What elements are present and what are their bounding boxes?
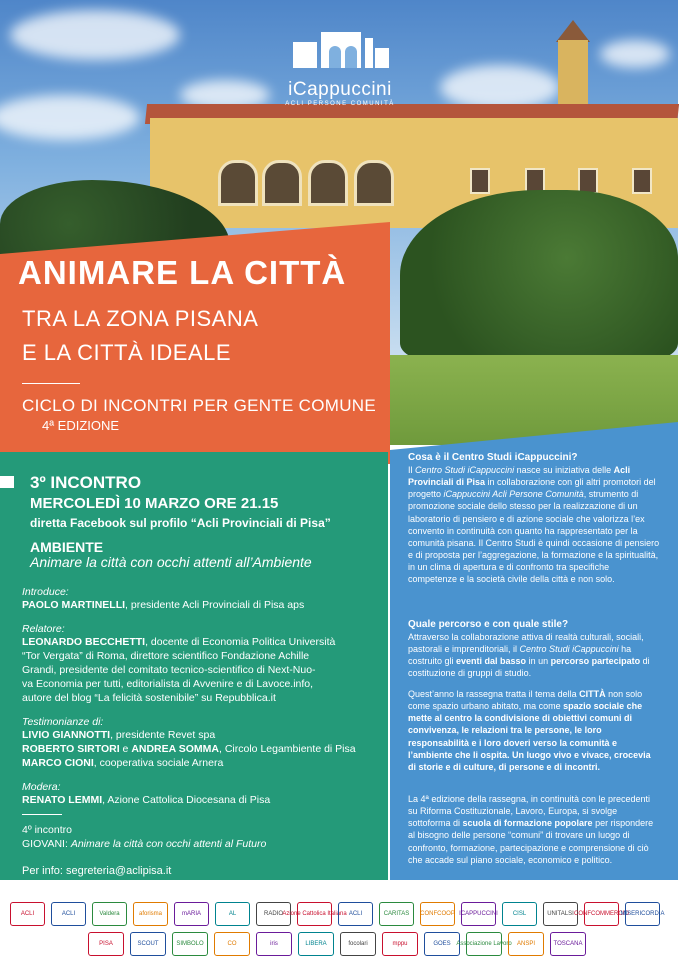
- testimony-name: ANDREA SOMMA: [131, 743, 220, 755]
- convent-icon: [285, 28, 395, 72]
- speaker-role-line: “Tor Vergata” di Roma, direttore scientifico Fondazione Achille: [22, 650, 310, 662]
- text: La 4ª edizione della rassegna, in continuità con le precedenti su Riforma Costituzionale, Lavoro, Europa, si svolge sottoforma di: [408, 794, 650, 829]
- title-line-3: E LA CITTÀ IDEALE: [22, 340, 232, 365]
- cycle-subtitle: CICLO DI INCONTRI PER GENTE COMUNE: [22, 396, 377, 415]
- testimony-line: [22, 757, 223, 771]
- text: Attraverso la collaborazione attiva di realtà culturali, sociali, pastorali e imprenditoriali, il: [408, 632, 644, 655]
- conjunction: e: [119, 743, 132, 755]
- paragraph-1: [408, 464, 660, 585]
- sponsor-logo: LIBERA: [298, 932, 334, 956]
- text-bold: spazio sociale che mette al centro la condivisione di obiettivi comuni di convivenza, le relazioni tra le persone, le loro responsabilità e i loro doveri verso la comunità e l’ambiente che li ospita. Un luogo vivo e vivace, crocevia di storie e di culture, di persone e di incontri.: [408, 701, 651, 772]
- trees: [400, 190, 678, 360]
- sponsor-logo: TOSCANA: [550, 932, 586, 956]
- intro-role: , presidente Acli Provinciali di Pisa aps: [125, 599, 305, 611]
- bell-tower-roof: [556, 20, 590, 42]
- sponsor-logo: ACLI: [338, 902, 373, 926]
- sponsor-logo: CONFCOMMERCIO: [584, 902, 619, 926]
- testimony-role: , Circolo Legambiente di Pisa: [219, 743, 356, 755]
- logo-subtitle: ACLI PERSONE COMUNITÀ: [285, 101, 395, 107]
- text: in collaborazione con gli altri promotori del progetto: [408, 477, 656, 500]
- testimony-label: Testimonianze di:: [22, 716, 104, 728]
- text: Il: [408, 465, 416, 475]
- moderator-line: [22, 794, 270, 808]
- sponsor-logo: CO: [214, 932, 250, 956]
- text: , strumento di promozione sociale dello stesso per la realizzazione di un laboratorio di pensiero e di azione sociale che valorizza l’ex convento in continuità con quanto ha rappresentato per la comunità pisana. Il Centro Studi è quindi occasione di pensiero e di proposta per l’aggregazione, la formazione e la spiritualità, in un clima di apertura e di confronto tra specifiche competenze e la società civile della città e non solo.: [408, 489, 660, 585]
- icappuccini-logo: [275, 28, 405, 107]
- next-meeting-prefix: GIOVANI:: [22, 838, 71, 850]
- testimony-role: , cooperativa sociale Arnera: [93, 757, 224, 769]
- event-date: MERCOLEDÌ 10 MARZO ORE 21.15: [30, 495, 279, 512]
- testimony-name: MARCO CIONI: [22, 757, 94, 769]
- sponsor-logo: RADIO: [256, 902, 291, 926]
- divider: [22, 814, 62, 815]
- text-italic: Centro Studi iCappuccini: [519, 644, 619, 655]
- moderator-role: , Azione Cattolica Diocesana di Pisa: [102, 794, 271, 806]
- sponsor-logo: ANSPI: [508, 932, 544, 956]
- sponsor-logo: PISA: [88, 932, 124, 956]
- meeting-number: 3º INCONTRO: [30, 473, 142, 492]
- facebook-live-link[interactable]: diretta Facebook sul profilo “Acli Provinciali di Pisa”: [30, 516, 331, 530]
- intro-line: [22, 599, 304, 613]
- testimony-line: [22, 743, 356, 757]
- title-line-1: ANIMARE LA CITTÀ: [18, 254, 347, 291]
- sponsor-logo: ACLI: [51, 902, 86, 926]
- speaker-line: [22, 636, 335, 650]
- text: di costituzione di gruppi di studio.: [408, 656, 650, 679]
- text: ha costruito gli: [408, 644, 632, 667]
- sponsor-logo: CONFCOOP: [420, 902, 455, 926]
- speaker-role-line: Grandi, presidente del comitato tecnico-scientifico di Next-Nuo-: [22, 664, 316, 676]
- bullet-marker: [0, 476, 14, 488]
- contact-email[interactable]: Per info: segreteria@aclipisa.it: [22, 865, 172, 877]
- speaker-role-line: va Economia per tutti, editorialista di Avvenire e di Lavoce.info,: [22, 678, 314, 690]
- speaker-name: LEONARDO BECCHETTI: [22, 636, 146, 648]
- cloud: [600, 40, 670, 68]
- paragraph-4: [408, 793, 660, 866]
- intro-label: Introduce:: [22, 586, 69, 598]
- next-meeting-title: Animare la città con occhi attenti al Futuro: [70, 838, 267, 850]
- logo-name: iCappuccini: [288, 79, 392, 100]
- text: Quest’anno la rassegna tratta il tema della: [408, 689, 580, 699]
- sponsor-logo: Associazione Lavoro: [466, 932, 502, 956]
- arch-window: [218, 160, 258, 206]
- text-bold: Acli Provinciali di Pisa: [408, 465, 631, 488]
- sponsor-logo: ACLI: [10, 902, 45, 926]
- sponsor-logo: iris: [256, 932, 292, 956]
- moderator-name: RENATO LEMMI: [22, 794, 103, 806]
- text: in un: [526, 656, 551, 667]
- sponsor-logos: [0, 880, 678, 960]
- moderator-label: Modera:: [22, 781, 61, 793]
- sponsor-logo: UNITALSI: [543, 902, 578, 926]
- text: non solo come spazio urbano abitato, ma come: [408, 689, 643, 712]
- arch-window: [308, 160, 348, 206]
- sponsor-logo: Azione Cattolica Italiana: [297, 902, 332, 926]
- divider: [22, 383, 80, 384]
- cloud: [10, 10, 180, 60]
- sponsor-logo: GOES: [424, 932, 460, 956]
- text-bold: eventi dal basso: [456, 656, 527, 667]
- sponsor-logo: aforisma: [133, 902, 168, 926]
- sponsor-logo: mARIA: [174, 902, 209, 926]
- sponsor-logo: MISERICORDIA: [625, 902, 660, 926]
- paragraph-3: [408, 688, 660, 773]
- sponsor-logo: SIMBOLO: [172, 932, 208, 956]
- arch-window: [262, 160, 302, 206]
- intro-name: PAOLO MARTINELLI: [22, 599, 126, 611]
- sponsor-logo: ICAPPUCCINI: [461, 902, 496, 926]
- testimony-role: , presidente Revet spa: [110, 729, 216, 741]
- event-theme-subtitle: Animare la città con occhi attenti all’Ambiente: [30, 554, 312, 570]
- edition-label: 4ª EDIZIONE: [42, 418, 120, 433]
- window: [470, 168, 490, 194]
- sponsor-logo: focolari: [340, 932, 376, 956]
- text-italic: Centro Studi iCappuccini: [415, 465, 515, 475]
- sponsor-logo: CISL: [502, 902, 537, 926]
- testimony-name: ROBERTO SIRTORI: [22, 743, 120, 755]
- testimony-name: LIVIO GIANNOTTI: [22, 729, 111, 741]
- window: [632, 168, 652, 194]
- sponsor-logo: Valdera: [92, 902, 127, 926]
- title-line-2: TRA LA ZONA PISANA: [22, 306, 259, 331]
- text-bold: scuola di formazione popolare: [462, 818, 593, 829]
- paragraph-2: [408, 631, 660, 680]
- text-bold: percorso partecipato: [550, 656, 641, 667]
- speaker-role: , docente di Economia Politica Università: [145, 636, 336, 648]
- speaker-label: Relatore:: [22, 623, 65, 635]
- sponsor-logo: SCOUT: [130, 932, 166, 956]
- event-theme: AMBIENTE: [30, 539, 104, 555]
- arch-window: [354, 160, 394, 206]
- sponsor-logo: mppu: [382, 932, 418, 956]
- next-meeting-line: [22, 838, 266, 852]
- sponsor-logo: AL: [215, 902, 250, 926]
- text: per rispondere al bisogno delle persone “comuni” di trovare un luogo di confronto, formazione, partecipazione e comprensione di ciò che accade sul piano sociale, economico e politico.: [408, 818, 654, 865]
- text-bold: CITTÀ: [579, 689, 606, 699]
- question-2: Quale percorso e con quale stile?: [408, 619, 569, 630]
- sponsor-logo: CARITAS: [379, 902, 414, 926]
- text: nasce su iniziativa delle: [514, 465, 614, 475]
- next-meeting-label: 4º incontro: [22, 824, 72, 836]
- question-1: Cosa è il Centro Studi iCappuccini?: [408, 452, 578, 463]
- testimony-line: [22, 729, 215, 743]
- speaker-role-line: autore del blog “La felicità sostenibile” su Repubblica.it: [22, 692, 276, 704]
- text-italic: iCappuccini Acli Persone Comunità: [443, 489, 584, 500]
